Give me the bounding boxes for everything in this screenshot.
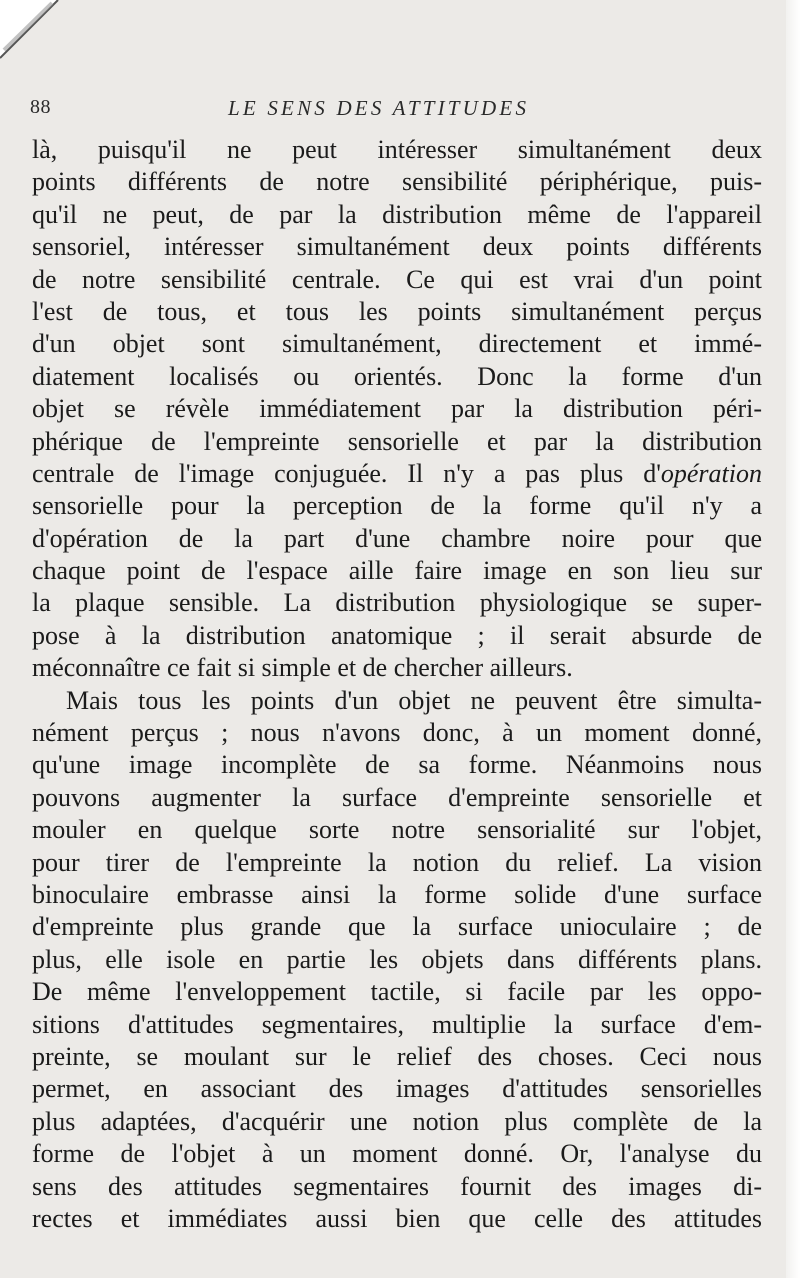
text-line <box>32 587 762 619</box>
text-segment: sensoriel, intéresser simultanément deux points différents <box>32 232 762 262</box>
text-line <box>32 911 762 943</box>
text-segment: d'opération de la part d'une chambre noire pour que <box>32 523 762 553</box>
page-number: 88 <box>30 96 51 118</box>
text-segment: points différents de notre sensibilité périphérique, puis- <box>32 167 762 197</box>
text-segment: De même l'enveloppement tactile, si facile par les oppo- <box>32 977 762 1007</box>
text-segment: phérique de l'empreinte sensorielle et par la distribution <box>32 426 762 456</box>
text-line <box>32 426 762 458</box>
text-segment: forme de l'objet à un moment donné. Or, l'analyse du <box>32 1139 762 1169</box>
text-segment: preinte, se moulant sur le relief des choses. Ceci nous <box>32 1041 762 1071</box>
text-line <box>32 134 762 166</box>
text-line <box>32 393 762 425</box>
text-segment: pose à la distribution anatomique ; il serait absurde de <box>32 620 762 650</box>
text-segment: rectes et immédiates aussi bien que celle des attitudes <box>32 1203 762 1233</box>
text-segment: pouvons augmenter la surface d'empreinte sensorielle et <box>32 782 762 812</box>
text-line <box>32 296 762 328</box>
text-segment: d'un objet sont simultanément, directement et immé- <box>32 329 762 359</box>
text-segment: qu'une image incomplète de sa forme. Néanmoins nous <box>32 750 762 780</box>
text-line <box>32 1073 762 1105</box>
text-line <box>32 879 762 911</box>
text-segment: mouler en quelque sorte notre sensorialité sur l'objet, <box>32 815 762 845</box>
text-line <box>32 1009 762 1041</box>
text-segment: là, puisqu'il ne peut intéresser simultanément deux <box>32 135 762 164</box>
text-segment: sitions d'attitudes segmentaires, multiplie la surface d'em- <box>32 1009 762 1039</box>
italic-text: opération <box>660 458 762 488</box>
text-line <box>32 458 762 490</box>
text-line <box>32 1041 762 1073</box>
text-line <box>32 620 762 652</box>
body-text <box>32 134 762 1235</box>
text-line <box>32 717 762 749</box>
text-line <box>32 685 762 717</box>
text-segment: qu'il ne peut, de par la distribution même de l'appareil <box>32 199 762 229</box>
text-line <box>32 555 762 587</box>
text-line <box>32 1106 762 1138</box>
text-line <box>32 166 762 198</box>
text-segment: Mais tous les points d'un objet ne peuvent être simulta- <box>66 685 762 715</box>
text-line <box>32 944 762 976</box>
text-segment: d'empreinte plus grande que la surface unioculaire ; de <box>32 912 762 942</box>
folded-corner-mark <box>0 0 70 70</box>
text-line <box>32 652 762 684</box>
text-segment: permet, en associant des images d'attitudes sensorielles <box>32 1074 762 1104</box>
text-line <box>32 1171 762 1203</box>
text-line <box>32 814 762 846</box>
text-segment: plus adaptées, d'acquérir une notion plus complète de la <box>32 1106 762 1136</box>
text-line <box>32 976 762 1008</box>
text-segment: sens des attitudes segmentaires fournit des images di- <box>32 1171 762 1201</box>
text-line <box>32 264 762 296</box>
text-segment: binoculaire embrasse ainsi la forme solide d'une surface <box>32 879 762 909</box>
running-title: LE SENS DES ATTITUDES <box>228 96 530 120</box>
text-segment: diatement localisés ou orientés. Donc la forme d'un <box>32 361 762 391</box>
page-header <box>30 96 770 126</box>
text-line <box>32 231 762 263</box>
text-segment: méconnaître ce fait si simple et de chercher ailleurs. <box>32 653 573 683</box>
text-segment: sensorielle pour la perception de la forme qu'il n'y a <box>32 491 762 521</box>
text-segment: nément perçus ; nous n'avons donc, à un moment donné, <box>32 718 762 748</box>
page-edge <box>786 0 800 1278</box>
text-segment: chaque point de l'espace aille faire image en son lieu sur <box>32 556 762 586</box>
text-segment: objet se révèle immédiatement par la distribution péri- <box>32 394 762 424</box>
text-line <box>32 328 762 360</box>
text-segment: plus, elle isole en partie les objets dans différents plans. <box>32 944 762 974</box>
text-segment: pour tirer de l'empreinte la notion du relief. La vision <box>32 847 762 877</box>
text-line <box>32 782 762 814</box>
text-segment: de notre sensibilité centrale. Ce qui est vrai d'un point <box>32 264 762 294</box>
text-line <box>32 1138 762 1170</box>
text-line <box>32 199 762 231</box>
text-line <box>32 523 762 555</box>
text-segment: la plaque sensible. La distribution physiologique se super- <box>32 588 762 618</box>
text-segment: centrale de l'image conjuguée. Il n'y a pas plus d' <box>32 458 661 488</box>
text-line <box>32 361 762 393</box>
text-line <box>32 490 762 522</box>
text-line <box>32 749 762 781</box>
text-line <box>32 847 762 879</box>
text-line <box>32 1203 762 1235</box>
text-segment: l'est de tous, et tous les points simultanément perçus <box>32 296 762 326</box>
